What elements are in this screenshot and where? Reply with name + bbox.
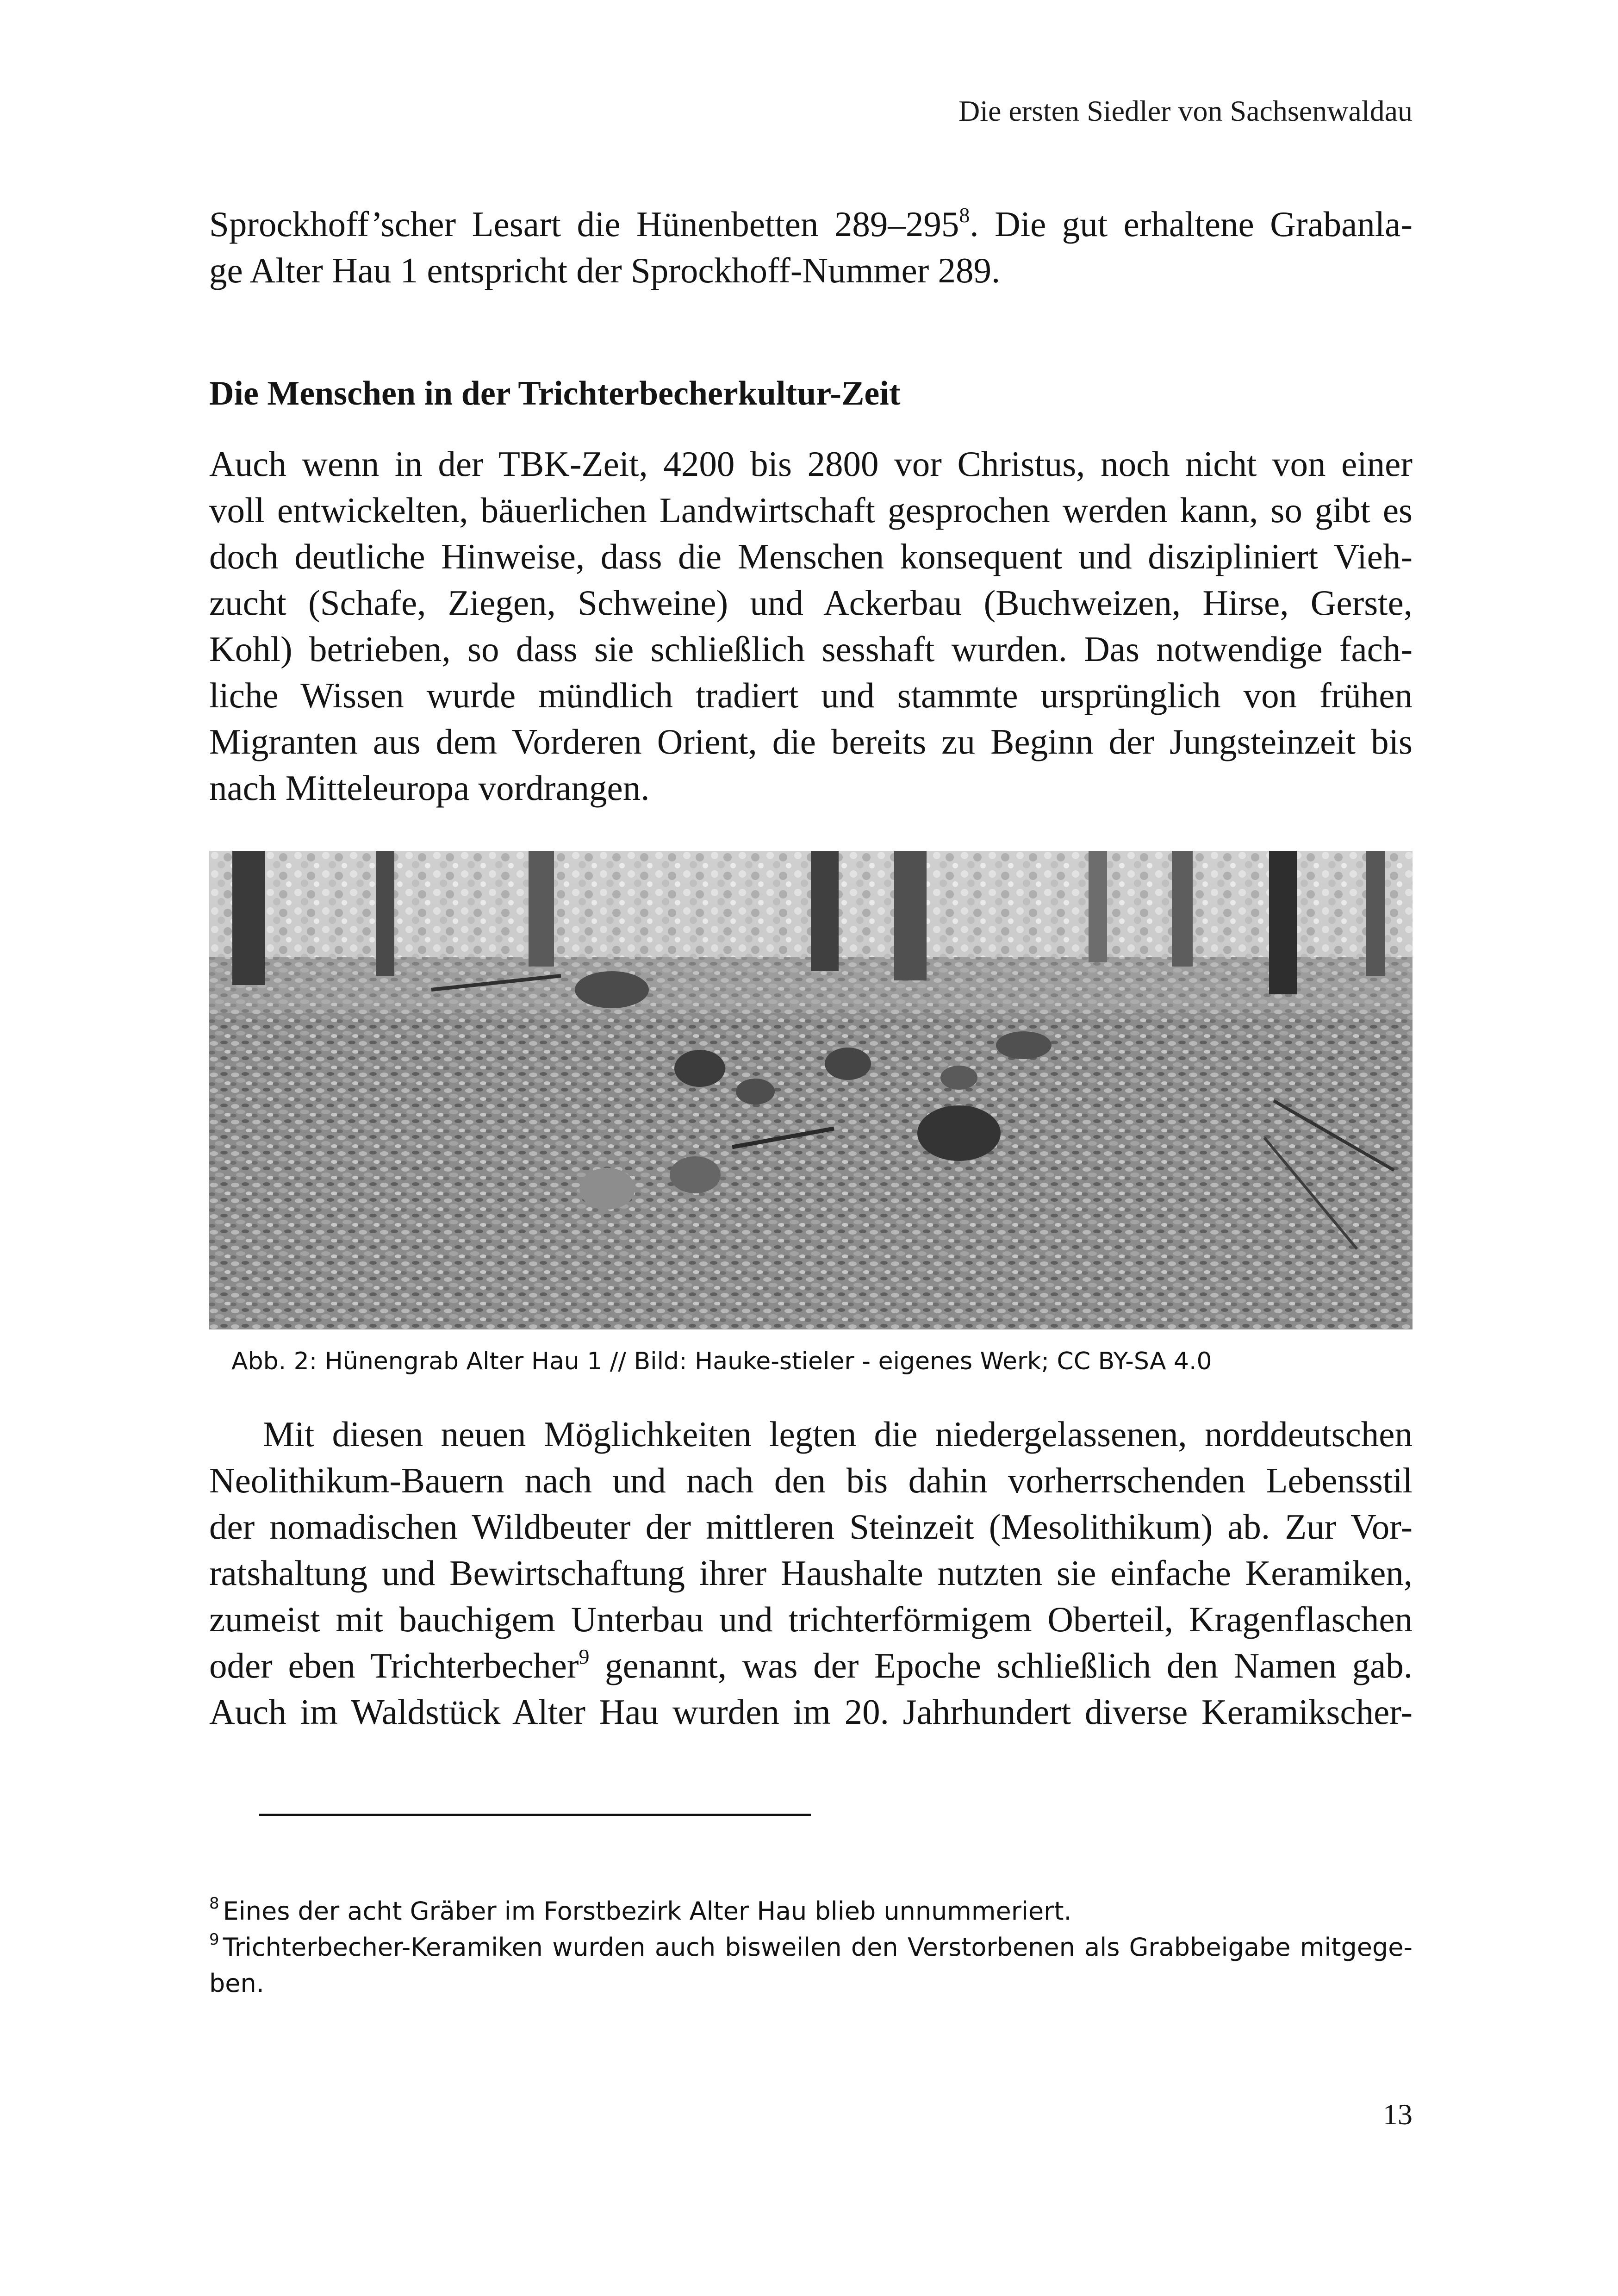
text-line: zumeist mit bauchigem Unterbau und trichterförmigem Oberteil, Kragenflaschen — [209, 1599, 1413, 1639]
text-line: Mit diesen neuen Möglichkeiten legten die niedergelassenen, norddeutschen — [263, 1414, 1413, 1454]
paragraph-tbk-period — [209, 441, 1413, 811]
footnote-9-continuation: ben. — [209, 1969, 264, 1998]
paragraph-top — [209, 201, 1413, 293]
footnote-ref-8[interactable]: 8 — [959, 203, 970, 227]
page-number: 13 — [1383, 2098, 1413, 2131]
footnote-separator — [259, 1814, 811, 1816]
text-line: nach Mitteleuropa vordrangen. — [209, 768, 650, 808]
running-header: Die ersten Siedler von Sachsenwaldau — [958, 94, 1413, 127]
text-line: Sprockhoff’scher Lesart die Hünenbetten $289-295^8$. Die gut erhaltene Grabanla- — [209, 203, 1413, 244]
text-line: Auch im Waldstück Alter Hau wurden im 20. Jahrhundert diverse Keramikscher- — [209, 1692, 1413, 1732]
text-line: doch deutliche Hinweise, dass die Menschen konsequent und diszipliniert Vieh- — [209, 537, 1413, 576]
section-heading: Die Menschen in der Trichterbecherkultur-Zeit — [209, 374, 901, 412]
forest-photo — [209, 851, 1413, 1329]
footnote-9: $^9$ Trichterbecher-Keramiken wurden auch bisweilen den Verstorbenen als Grabbeigabe mitgege- — [209, 1930, 1413, 1962]
text-line: ratshaltung und Bewirtschaftung ihrer Haushalte nutzten sie einfache Keramiken, — [209, 1553, 1413, 1593]
text-line: Neolithikum-Bauern nach und nach den bis dahin vorherrschenden Lebensstil — [209, 1460, 1413, 1500]
text-line: voll entwickelten, bäuerlichen Landwirtschaft gesprochen werden kann, so gibt es — [209, 490, 1413, 530]
text-line: Migranten aus dem Vorderen Orient, die bereits zu Beginn der Jungsteinzeit bis — [209, 722, 1413, 761]
footnote-ref-9[interactable]: 9 — [579, 1645, 590, 1668]
text-line: liche Wissen wurde mündlich tradiert und stammte ursprünglich von frühen — [209, 675, 1413, 715]
text-line: Kohl) betrieben, so dass sie schließlich sesshaft wurden. Das notwendige fach- — [209, 629, 1413, 669]
figure-forest-photo — [209, 851, 1413, 1329]
text-line: ge Alter Hau 1 entspricht der Sprockhoff-Nummer 289. — [209, 250, 1001, 290]
text-line: oder eben Trichterbecher$^9$ genannt, was der Epoche schließlich den Namen gab. — [209, 1645, 1413, 1685]
footnotes — [209, 1893, 1413, 2002]
text-line: der nomadischen Wildbeuter der mittleren Steinzeit (Mesolithikum) ab. Zur Vor- — [209, 1507, 1413, 1547]
text-line: zucht (Schafe, Ziegen, Schweine) und Ackerbau (Buchweizen, Hirse, Gerste, — [209, 583, 1413, 623]
figure-caption: Abb. 2: Hünengrab Alter Hau 1 // Bild: Hauke-stieler - eigenes Werk; CC BY-SA 4.0 — [231, 1348, 1212, 1375]
footnote-8: $^8$ Eines der acht Gräber im Forstbezirk Alter Hau blieb unnummeriert. — [209, 1894, 1072, 1926]
text-line: Auch wenn in der TBK-Zeit, 4200 bis 2800 vor Christus, noch nicht von einer — [209, 444, 1413, 484]
paragraph-neolithic — [209, 1411, 1413, 1735]
